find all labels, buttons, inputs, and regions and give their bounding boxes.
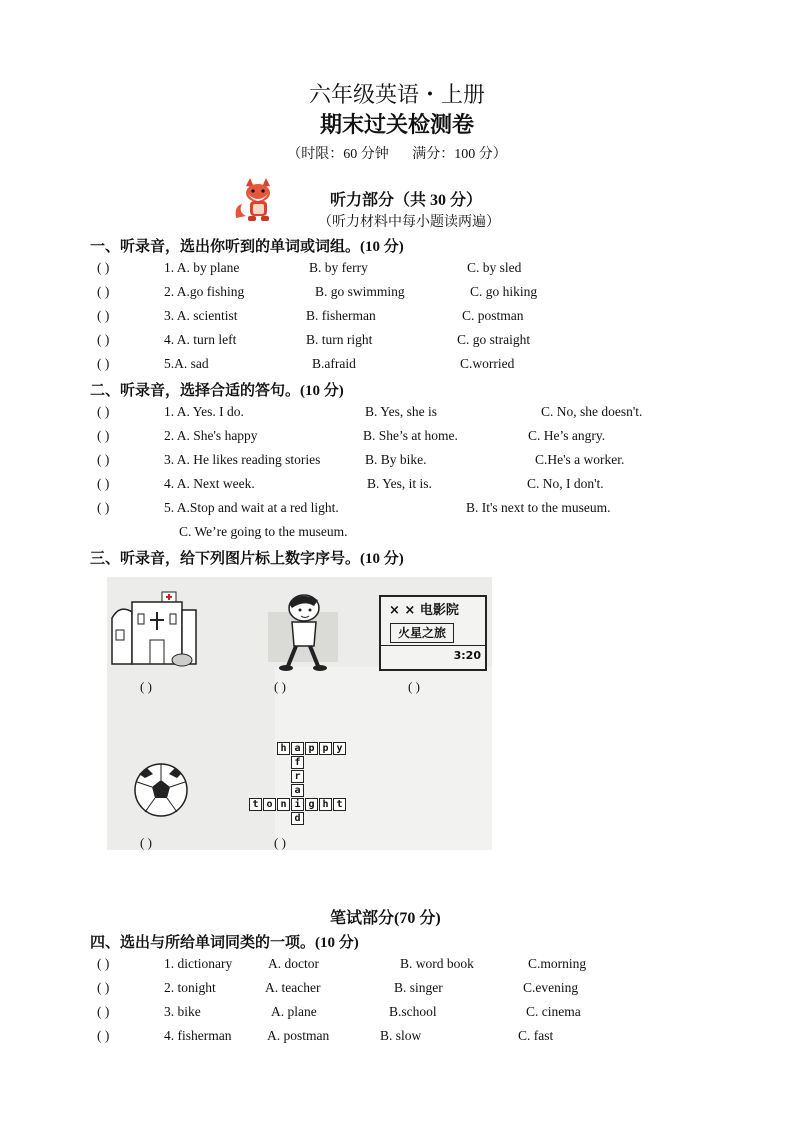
option-c: C.worried (460, 356, 515, 371)
crossword-cell: o (263, 798, 276, 811)
option-c: C. fast (518, 1028, 554, 1043)
football-icon (133, 762, 189, 818)
picture-answer-blank[interactable]: ( ) (274, 679, 286, 694)
answer-blank[interactable]: ( ) (97, 452, 110, 467)
option-b: B. By bike. (365, 452, 427, 467)
answer-blank[interactable]: ( ) (97, 500, 110, 515)
show-time: 3:20 (453, 649, 481, 662)
section-4-heading: 四、选出与所给单词同类的一项。(10 分) (90, 935, 359, 951)
picture-answer-blank[interactable]: ( ) (140, 835, 152, 850)
option-b: B. It's next to the museum. (466, 500, 611, 515)
picture-answer-blank[interactable]: ( ) (274, 835, 286, 850)
option-a: A. plane (271, 1004, 317, 1019)
option-c: C. by sled (467, 260, 522, 275)
option-c: C. No, I don't. (527, 476, 604, 491)
crossword-cell: a (291, 742, 304, 755)
option-b: B. fisherman (306, 308, 376, 323)
option-a: 1. A. Yes. I do. (164, 404, 244, 419)
cinema-sign: × × 电影院 (389, 603, 459, 618)
option-a: 4. A. turn left (164, 332, 237, 347)
title-exam: 期末过关检测卷 (319, 112, 474, 137)
option-a: A. teacher (265, 980, 321, 995)
option-b: B. Yes, it is. (367, 476, 432, 491)
option-b: B. go swimming (315, 284, 405, 299)
option-a: 2. A.go fishing (164, 284, 245, 299)
written-part-heading: 笔试部分(70 分) (330, 910, 441, 927)
crossword-cell: a (291, 784, 304, 797)
given-word: 4. fisherman (164, 1028, 232, 1043)
movie-title: 火星之旅 (390, 623, 454, 643)
s1-question-1 (97, 260, 697, 280)
section-1-heading: 一、听录音，选出你听到的单词或词组。(10 分) (90, 239, 404, 255)
s4-question-3 (97, 1004, 697, 1024)
boy-walking-icon (268, 590, 338, 674)
option-a: 2. A. She's happy (164, 428, 258, 443)
crossword-cell: n (277, 798, 290, 811)
time-limit: （时限：60 分钟 (287, 147, 389, 162)
answer-blank[interactable]: ( ) (97, 284, 110, 299)
crossword-cell: y (333, 742, 346, 755)
crossword-cell: h (319, 798, 332, 811)
option-b: B. turn right (306, 332, 373, 347)
crossword-cell: p (319, 742, 332, 755)
crossword-cell: h (277, 742, 290, 755)
option-b: B.school (389, 1004, 437, 1019)
answer-blank[interactable]: ( ) (97, 428, 110, 443)
section-2-heading: 二、听录音，选择合适的答句。(10 分) (90, 383, 344, 399)
crossword-cell: t (333, 798, 346, 811)
answer-blank[interactable]: ( ) (97, 980, 110, 995)
option-b: B.afraid (312, 356, 356, 371)
option-b: B. Yes, she is (365, 404, 438, 419)
crossword-cell: g (305, 798, 318, 811)
option-c: C. go straight (457, 332, 531, 347)
answer-blank[interactable]: ( ) (97, 356, 110, 371)
crossword-cell: d (291, 812, 304, 825)
s1-question-2 (97, 284, 697, 304)
crossword-cell: p (305, 742, 318, 755)
given-word: 1. dictionary (164, 956, 233, 971)
s2-question-5-option-c (179, 524, 348, 544)
option-b: B. by ferry (309, 260, 368, 275)
option-b: B. singer (394, 980, 443, 995)
option-c: C. We’re going to the museum. (179, 524, 348, 539)
option-a: 5.A. sad (164, 356, 209, 371)
s4-question-4 (97, 1028, 697, 1048)
answer-blank[interactable]: ( ) (97, 956, 110, 971)
answer-blank[interactable]: ( ) (97, 404, 110, 419)
option-c: C.evening (523, 980, 579, 995)
option-b: B. word book (400, 956, 474, 971)
s1-question-5 (97, 356, 697, 376)
s2-question-5 (97, 500, 717, 520)
option-c: C. postman (462, 308, 524, 323)
crossword-cell: t (249, 798, 262, 811)
s2-question-4 (97, 476, 717, 496)
crossword-cell: i (291, 798, 304, 811)
option-a: 3. A. scientist (164, 308, 238, 323)
faded-background (275, 667, 492, 850)
answer-blank[interactable]: ( ) (97, 260, 110, 275)
answer-blank[interactable]: ( ) (97, 1028, 110, 1043)
listening-part-heading: 听力部分（共 30 分） (330, 192, 483, 209)
fox-mascot-icon (232, 178, 280, 222)
s4-question-2 (97, 980, 697, 1000)
full-score: 满分：100 分） (412, 147, 507, 162)
board-divider (381, 645, 485, 646)
option-c: C. cinema (526, 1004, 581, 1019)
cinema-board (379, 595, 487, 671)
option-b: B. She’s at home. (363, 428, 458, 443)
s1-question-4 (97, 332, 697, 352)
option-b: B. slow (380, 1028, 422, 1043)
section-3-heading: 三、听录音，给下列图片标上数字序号。(10 分) (90, 551, 404, 567)
answer-blank[interactable]: ( ) (97, 1004, 110, 1019)
option-a: 3. A. He likes reading stories (164, 452, 321, 467)
listening-part-note: （听力材料中每小题读两遍） (318, 215, 500, 230)
option-c: C. No, she doesn't. (541, 404, 643, 419)
option-a: A. postman (267, 1028, 330, 1043)
crossword-cell: f (291, 756, 304, 769)
crossword-cell: r (291, 770, 304, 783)
given-word: 3. bike (164, 1004, 201, 1019)
title-grade: 六年级英语・上册 (308, 82, 485, 107)
exam-meta (0, 143, 794, 163)
option-c: C.morning (528, 956, 587, 971)
answer-blank[interactable]: ( ) (97, 332, 110, 347)
option-c: C. go hiking (470, 284, 538, 299)
option-a: A. doctor (268, 956, 319, 971)
s1-question-3 (97, 308, 697, 328)
s2-question-1 (97, 404, 717, 424)
s2-question-2 (97, 428, 717, 448)
hospital-icon (110, 590, 202, 668)
option-a: 5. A.Stop and wait at a red light. (164, 500, 339, 515)
s2-question-3 (97, 452, 717, 472)
s4-question-1 (97, 956, 697, 976)
answer-blank[interactable]: ( ) (97, 308, 110, 323)
option-c: C.He's a worker. (535, 452, 625, 467)
given-word: 2. tonight (164, 980, 216, 995)
picture-answer-blank[interactable]: ( ) (140, 679, 152, 694)
answer-blank[interactable]: ( ) (97, 476, 110, 491)
option-c: C. He’s angry. (528, 428, 606, 443)
option-a: 4. A. Next week. (164, 476, 255, 491)
option-a: 1. A. by plane (164, 260, 240, 275)
picture-answer-blank[interactable]: ( ) (408, 679, 420, 694)
